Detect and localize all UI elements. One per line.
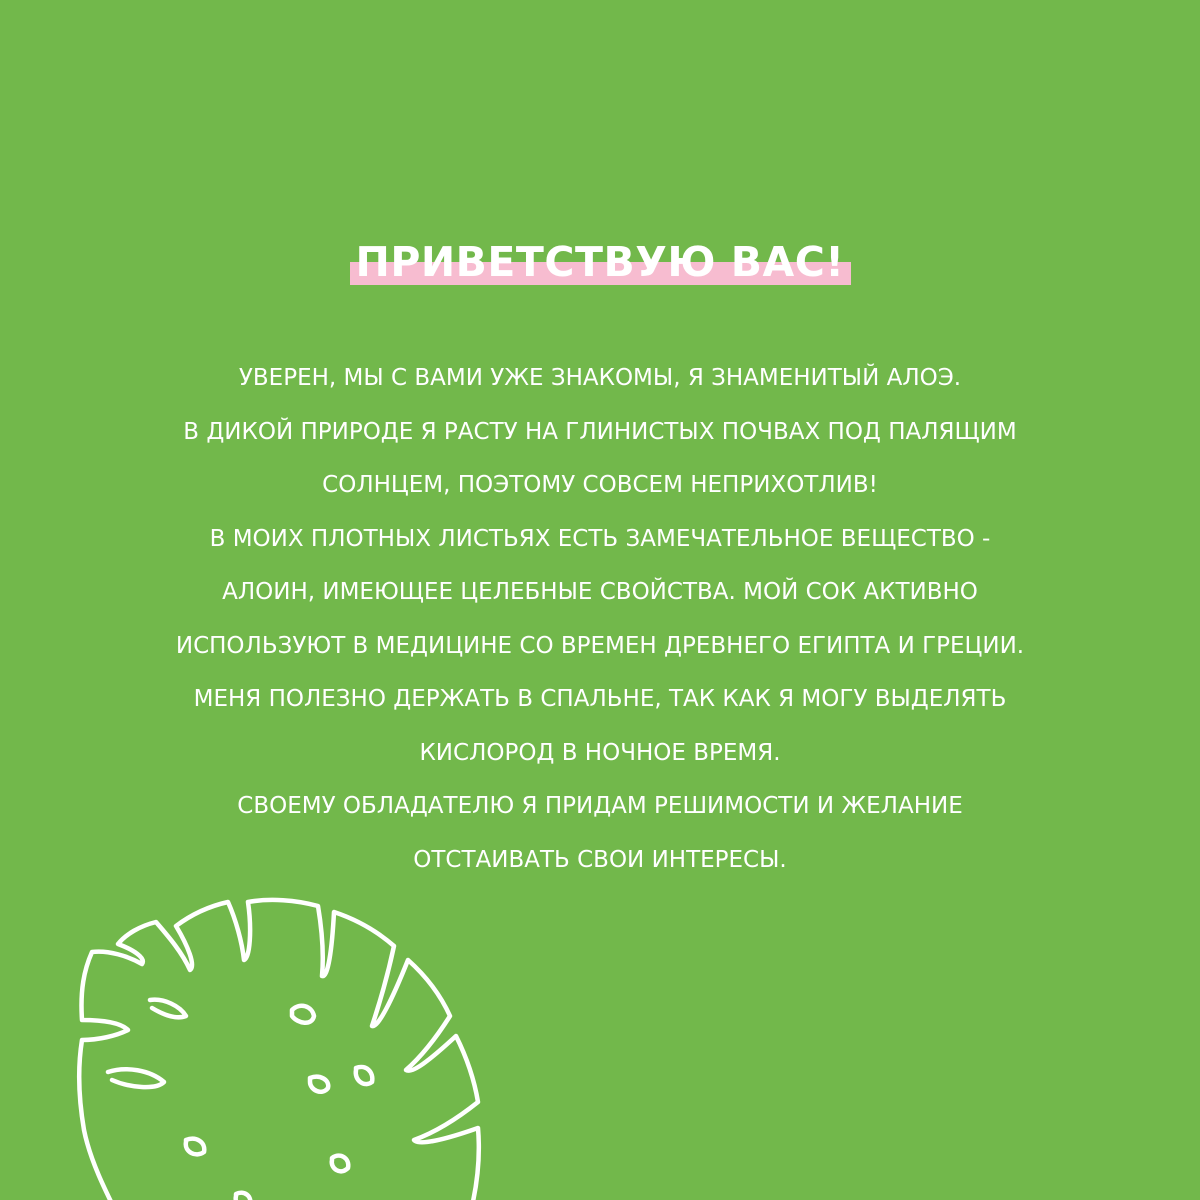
monstera-leaf-icon: [60, 890, 530, 1200]
body-line: КИСЛОРОД В НОЧНОЕ ВРЕМЯ.: [419, 739, 781, 766]
leaf-outline: [79, 900, 479, 1200]
page-title-text: ПРИВЕТСТВУЮ ВАС!: [355, 238, 845, 286]
body-text: [0, 352, 1200, 887]
leaf-hole-5: [332, 1156, 349, 1172]
body-line: В МОИХ ПЛОТНЫХ ЛИСТЬЯХ ЕСТЬ ЗАМЕЧАТЕЛЬНОЕ ВЕЩЕСТВО -: [209, 525, 991, 552]
leaf-hole-1: [292, 1006, 314, 1023]
body-line: В ДИКОЙ ПРИРОДЕ Я РАСТУ НА ГЛИНИСТЫХ ПОЧВАХ ПОД ПАЛЯЩИМ: [183, 418, 1017, 445]
leaf-slit-2: [150, 1000, 186, 1018]
leaf-hole-2: [310, 1077, 328, 1092]
body-line: ОТСТАИВАТЬ СВОИ ИНТЕРЕСЫ.: [413, 846, 787, 873]
body-line: АЛОИН, ИМЕЮЩЕЕ ЦЕЛЕБНЫЕ СВОЙСТВА. МОЙ СОК АКТИВНО: [222, 579, 978, 605]
body-line: УВЕРЕН, МЫ С ВАМИ УЖЕ ЗНАКОМЫ, Я ЗНАМЕНИТЫЙ АЛОЭ.: [238, 365, 962, 391]
page-title: [350, 232, 851, 292]
body-line: ИСПОЛЬЗУЮТ В МЕДИЦИНЕ СО ВРЕМЕН ДРЕВНЕГО ЕГИПТА И ГРЕЦИИ.: [175, 632, 1025, 659]
title-block: [0, 232, 1200, 292]
body-line: СВОЕМУ ОБЛАДАТЕЛЮ Я ПРИДАМ РЕШИМОСТИ И ЖЕЛАНИЕ: [237, 793, 963, 819]
body-line: СОЛНЦЕМ, ПОЭТОМУ СОВСЕМ НЕПРИХОТЛИВ!: [322, 472, 878, 498]
leaf-hole-6: [236, 1193, 251, 1200]
body-line: МЕНЯ ПОЛЕЗНО ДЕРЖАТЬ В СПАЛЬНЕ, ТАК КАК Я МОГУ ВЫДЕЛЯТЬ: [193, 686, 1007, 712]
leaf-slit-1: [108, 1069, 164, 1087]
leaf-hole-4: [186, 1139, 204, 1155]
leaf-hole-3: [356, 1067, 373, 1084]
